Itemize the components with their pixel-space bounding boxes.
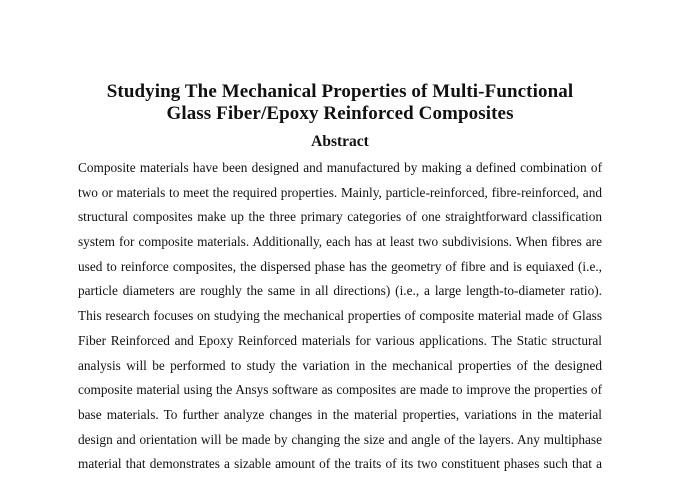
abstract-line: Composite materials have been designed and manufactured by making a defined combination of <box>78 160 602 175</box>
abstract-line: Fiber Reinforced and Epoxy Reinforced materials for various applications. The Static structural <box>78 332 602 348</box>
paper-title-line-1: Studying The Mechanical Properties of Multi-Functional <box>106 81 574 102</box>
abstract-line: analysis will be performed to study the variation in the mechanical properties of the designed <box>78 357 602 373</box>
abstract-line: particle diameters are roughly the same in all directions) (i.e., a large length-to-diameter ratio). <box>78 283 602 299</box>
abstract-heading: Abstract <box>311 133 369 150</box>
abstract-line: composite material using the Ansys software as composites are made to improve the properties of <box>78 382 602 398</box>
paper-title-line-2: Glass Fiber/Epoxy Reinforced Composites <box>166 103 514 124</box>
abstract-body <box>78 156 602 477</box>
abstract-line: design and orientation will be made by changing the size and angle of the layers. Any multiphase <box>78 431 602 447</box>
abstract-line: This research focuses on studying the mechanical properties of composite material made of Glass <box>78 308 602 324</box>
abstract-line: system for composite materials. Additionally, each has at least two subdivisions. When fibres are <box>78 234 602 250</box>
abstract-line: used to reinforce composites, the dispersed phase has the geometry of fibre and is equiaxed (i.e., <box>78 258 602 274</box>
abstract-line: two or materials to meet the required properties. Mainly, particle-reinforced, fibre-reinforced, and <box>78 184 602 200</box>
abstract-line: structural composites make up the three primary categories of one straightforward classification <box>78 209 602 225</box>
abstract-line: base materials. To further analyze changes in the material properties, variations in the material <box>78 406 602 422</box>
abstract-line: material that demonstrates a sizable amount of the traits of its two constituent phases such that a <box>78 456 602 472</box>
